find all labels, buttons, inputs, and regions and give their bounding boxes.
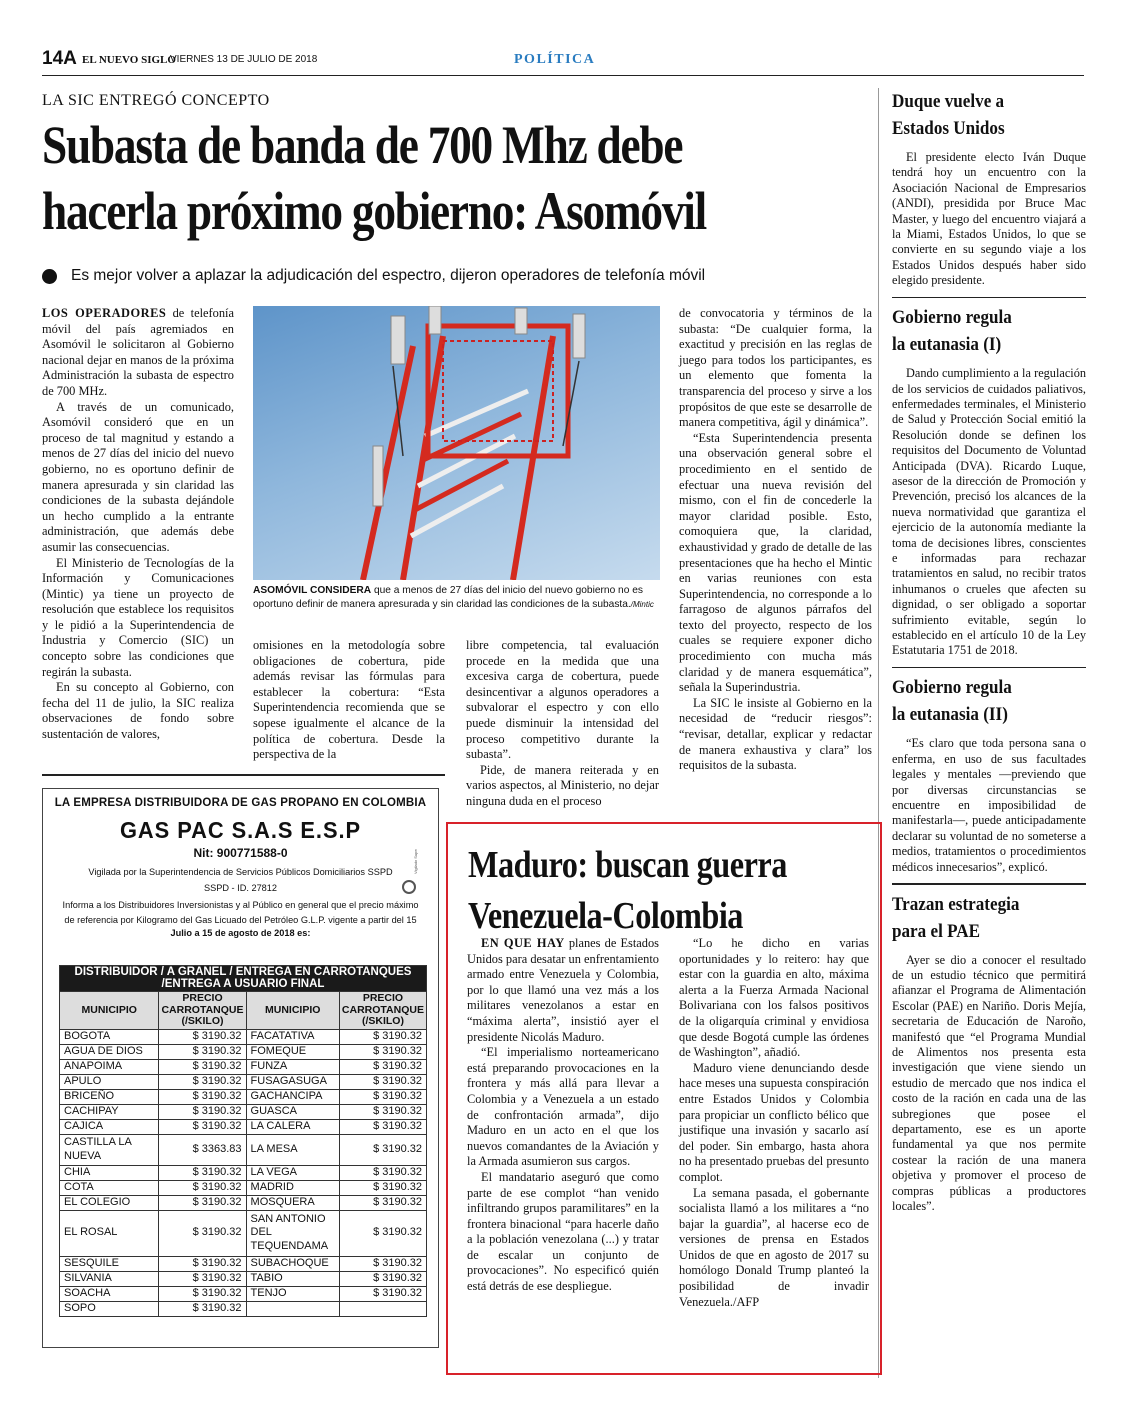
table-title-line: DISTRIBUIDOR / A GRANEL / ENTREGA EN CARROTANQUES <box>74 966 412 978</box>
municipio-cell: GACHANCIPA <box>246 1089 339 1104</box>
headline-line-2: Venezuela-Colombia <box>468 895 743 937</box>
price-cell: $ 3190.32 <box>159 1119 246 1134</box>
table-title-line: /ENTREGA A USUARIO FINAL <box>161 977 325 990</box>
municipio-cell: FOMEQUE <box>246 1044 339 1059</box>
price-cell: $ 3190.32 <box>159 1301 246 1316</box>
price-cell: $ 3363.83 <box>159 1134 246 1165</box>
brief-item <box>892 674 1086 875</box>
table-row <box>60 1119 427 1134</box>
brief-title-line: Gobierno regula <box>892 677 1012 699</box>
ad-notice: Informa a los Distribuidores Inversionistas y al Público en general que el precio máximo de referencia por Kilogramo del Gas Licuado del Petróleo G.L.P. vigente a partir del 15 <box>62 900 419 925</box>
table-row <box>60 1286 427 1301</box>
paragraph: omisiones en la metodología sobre obligaciones de cobertura, pide además revisar las fórmulas para establecer la cobertura: “Esta Superintendencia recomienda que se sopese igualmente el alcance de la política de cobertura. Desde la perspectiva de la <box>253 638 445 762</box>
maduro-column-2 <box>679 936 869 1310</box>
municipio-cell: BOGOTA <box>60 1029 159 1044</box>
article-column-2 <box>253 638 445 763</box>
divider <box>892 297 1086 299</box>
table-row <box>60 1210 427 1256</box>
column-header <box>159 992 246 1030</box>
paragraph: El Ministerio de Tecnologías de la Información y Comunicaciones (Mintic) ya tiene un proyecto de resolución que establece los requisitos y le pidió a la Superintendencia de Industria y Comercio (SIC) un concepto sobre las condiciones que regirán la subasta. <box>42 555 234 679</box>
brief-title-line: la eutanasia (I) <box>892 334 1002 356</box>
municipio-cell: FACATATIVA <box>246 1029 339 1044</box>
price-cell: $ 3190.32 <box>339 1195 426 1210</box>
paragraph: “Esta Superintendencia presenta una observación general sobre el procedimiento en el sentido de efectuar una nueva revisión del mismo, con el fin de concederle la mayor claridad posible. Esto, comoquiera que, la claridad, exhaustividad y grado de detalle de las presentaciones que ha hecho el Mintic en varias reuniones con esta Superintendencia, no corresponde a lo farragoso de algunos párrafos del texto del proyecto, respecto de los cuales se requiere exponer dicho procedimiento con mucha más claridad y de manera esquemática”, señala la Superindustria. <box>679 430 872 695</box>
table-row <box>60 1256 427 1271</box>
column-header: MUNICIPIO <box>60 992 159 1030</box>
table-row <box>60 1165 427 1180</box>
price-table-body <box>60 1029 427 1316</box>
municipio-cell: COTA <box>60 1180 159 1195</box>
brief-title-line: para el PAE <box>892 920 981 942</box>
article-kicker: LA SIC ENTREGÓ CONCEPTO <box>42 92 270 109</box>
paragraph: La semana pasada, el gobernante socialista llamó a los militares a “no bajar la guardia”, al hacerse eco de versiones de prensa en Estados Unidos de que en agosto de 2017 su homólogo Donald Trump planteó la posibilidad de invadir Venezuela./AFP <box>679 1185 869 1309</box>
ad-top-line: LA EMPRESA DISTRIBUIDORA DE GAS PROPANO EN COLOMBIA <box>54 797 427 809</box>
price-cell: $ 3190.32 <box>159 1104 246 1119</box>
price-cell: $ 3190.32 <box>159 1165 246 1180</box>
article-column-4 <box>679 306 872 774</box>
ad-nit: Nit: 900771588-0 <box>193 846 288 860</box>
paragraph: La SIC le insiste al Gobierno en la necesidad de “reducir riesgos”: “revisar, detallar, explicar y redactar de manera exhaustiva y clara” los requisitos de la subasta. <box>679 695 872 773</box>
price-cell: $ 3190.32 <box>339 1074 426 1089</box>
maduro-article-box <box>446 822 882 1375</box>
paragraph: libre competencia, tal evaluación procede en la medida que una excesiva carga de cobertura, puede desincentivar a algunos operadores a subvalorar el espectro y con ello puede disminuir la intensidad del proceso competitivo durante la subasta”. <box>466 638 659 762</box>
maduro-headline <box>468 840 787 942</box>
tower-photo <box>253 306 660 580</box>
price-cell: $ 3190.32 <box>339 1271 426 1286</box>
bullet-icon <box>42 269 57 284</box>
municipio-cell: EL COLEGIO <box>60 1195 159 1210</box>
paragraph: “El imperialismo norteamericano está preparando provocaciones en la frontera y más allá para llevar a Colombia y a Venezuela a un estado de confrontación armada”, dijo Maduro en un acto en el que los nuevos comandantes de la Aviación y la Armada asumieron sus cargos. <box>467 1045 659 1169</box>
price-cell: $ 3190.32 <box>339 1089 426 1104</box>
page-number: 14A <box>42 48 77 69</box>
newspaper-name: EL NUEVO SIGLO <box>82 54 176 66</box>
header-line: CARROTANQUE <box>161 1003 244 1016</box>
header-line: (/SKILO) <box>181 1015 224 1027</box>
brief-body: Dando cumplimiento a la regulación de los servicios de cuidados paliativos, enfermedades terminales, el Ministerio de Salud y Protección Social emitió la Resolución donde se definen los requisitos del Documento de Voluntad Anticipada (DVA). Ricardo Luque, asesor de la dirección de Promoción y Prevención, precisó los alcances de la nueva normatividad que garantiza el ejercicio de la autonomía mediante la toma de decisiones libres, conscientes e informadas para rechazar tratamientos en salud, no recibir tratos inhumanos o crueles que afecten su dignidad, o ser obligado a soportar sufrimiento evitable, según lo establecido en el artículo 10 de la Ley Estatutaria 1751 de 2018. <box>892 366 1086 658</box>
price-cell: $ 3190.32 <box>339 1029 426 1044</box>
municipio-cell: TABIO <box>246 1271 339 1286</box>
price-cell: $ 3190.32 <box>339 1286 426 1301</box>
table-row <box>60 1089 427 1104</box>
price-cell: $ 3190.32 <box>339 1119 426 1134</box>
price-cell: $ 3190.32 <box>159 1195 246 1210</box>
table-row <box>60 1195 427 1210</box>
column-header <box>339 992 426 1030</box>
page-header <box>42 48 1084 76</box>
municipio-cell: SILVANIA <box>60 1271 159 1286</box>
price-cell <box>339 1301 426 1316</box>
price-cell: $ 3190.32 <box>339 1134 426 1165</box>
brief-title-line: Gobierno regula <box>892 307 1012 329</box>
municipio-cell: SESQUILE <box>60 1256 159 1271</box>
brief-title <box>892 674 1067 728</box>
price-cell: $ 3190.32 <box>339 1165 426 1180</box>
headline-line-1: Maduro: buscan guerra <box>468 844 787 886</box>
price-cell: $ 3190.32 <box>339 1180 426 1195</box>
price-cell: $ 3190.32 <box>339 1059 426 1074</box>
brief-item <box>892 891 1086 1215</box>
ad-date-range: Julio a 15 de agosto de 2018 es: <box>170 928 311 938</box>
brief-body: “Es claro que toda persona sana o enferma, en uso de sus facultades legales y mentales —previendo que por diversas circunstancias se encuentre en imposibilidad de manifestarla—, puede anticipadamente declarar su voluntad de no someterse a medios, tratamientos o procedimientos médicos innecesarios”, explicó. <box>892 736 1086 874</box>
municipio-cell: SUBACHOQUE <box>246 1256 339 1271</box>
brief-item <box>892 304 1086 659</box>
price-cell: $ 3190.32 <box>159 1044 246 1059</box>
news-briefs-sidebar <box>892 88 1086 1214</box>
table-row <box>60 1029 427 1044</box>
table-row <box>60 1104 427 1119</box>
price-cell: $ 3190.32 <box>339 1104 426 1119</box>
gas-price-advertisement <box>42 788 439 1348</box>
headline-line-2: hacerla próximo gobierno: Asomóvil <box>42 181 706 241</box>
paragraph-text: planes de Estados Unidos para desatar un enfrentamiento armado entre Venezuela y Colombia, por lo que llamó una vez más a los militares venezolanos a estar en “máxima alerta”, insistió ayer el presidente Nicolás Maduro. <box>467 936 659 1044</box>
paragraph: de convocatoria y términos de la subasta: “De cualquier forma, la exactitud y precisión en las reglas de juego para todos los participantes, es un elemento que fomenta la transparencia del proceso y sirve a los propósitos de que este se desarrolle de manera competitiva, ágil y dinámica”. <box>679 306 872 430</box>
column-header: MUNICIPIO <box>246 992 339 1030</box>
header-line: PRECIO <box>182 992 223 1004</box>
headline-line-1: Subasta de banda de 700 Mhz debe <box>42 115 683 175</box>
lead-in: LOS OPERADORES <box>42 306 167 320</box>
article-headline <box>42 112 739 244</box>
municipio-cell: AGUA DE DIOS <box>60 1044 159 1059</box>
divider <box>42 774 445 776</box>
price-cell: $ 3190.32 <box>159 1271 246 1286</box>
article-column-1 <box>42 306 234 743</box>
subhead-text: Es mejor volver a aplazar la adjudicación del espectro, dijeron operadores de telefonía móvil <box>71 267 706 284</box>
divider <box>892 667 1086 669</box>
price-cell: $ 3190.32 <box>159 1256 246 1271</box>
brief-title <box>892 88 1067 142</box>
paragraph: El mandatario aseguró que como parte de ese complot “han venido infiltrando grupos paramilitares” en la frontera binacional “para hacerle daño a la población venezolana (...) y tratar de escalar un conjunto de provocaciones”. No especificó quién está detrás de ese despliegue. <box>467 1169 659 1294</box>
header-line: PRECIO <box>362 992 404 1004</box>
municipio-cell: CAJICA <box>60 1119 159 1134</box>
ad-vigilada: Vigilada por la Superintendencia de Servicios Públicos Domiciliarios SSPD <box>88 867 393 877</box>
photo-credit: /Mintic <box>630 599 654 609</box>
municipio-cell: LA MESA <box>246 1134 339 1165</box>
table-row <box>60 1074 427 1089</box>
brief-title <box>892 891 1067 945</box>
brief-title-line: Estados Unidos <box>892 118 1005 139</box>
municipio-cell: SOPO <box>60 1301 159 1316</box>
brief-title-line: la eutanasia (II) <box>892 704 1008 726</box>
photo-caption <box>253 584 660 611</box>
article-column-3 <box>466 638 659 810</box>
ad-sspd-id: SSPD - ID. 27812 <box>203 883 278 893</box>
price-cell: $ 3190.32 <box>159 1029 246 1044</box>
municipio-cell: MADRID <box>246 1180 339 1195</box>
svg-text:Vigilado Superservicios: Vigilado Superservicios <box>413 849 418 874</box>
municipio-cell: LA VEGA <box>246 1165 339 1180</box>
municipio-cell: CHIA <box>60 1165 159 1180</box>
article-subhead <box>42 267 705 285</box>
paragraph: “Lo he dicho en varias oportunidades y lo reitero: hay que estar con la guardia en alto, máxima alerta a la Fuerza Armada Nacional Bolivariana con los falsos positivos de la oligarquía criminal y envidiosa que desde Bogotá cumple las órdenes de Washington”, añadió. <box>679 936 869 1060</box>
municipio-cell: LA CALERA <box>246 1119 339 1134</box>
municipio-cell: ANAPOIMA <box>60 1059 159 1074</box>
caption-text: que a menos de 27 días del inicio del nuevo gobierno no es oportuno definir de manera apresurada y sin claridad las condiciones de la subasta. <box>253 585 643 610</box>
brief-body: Ayer se dio a conocer el resultado de un estudio técnico que permitirá afianzar el Programa de Alimentación Escolar (PAE) en Nariño. Doris Mejía, secretaria de Educación de Naroño, manifestó que “el Programa Mundial de Alimentos nos presenta esta investigación que viene siendo un estudio de mercado que nos indica el costo de la ración en cada una de las subregiones que posee el departamento, ese es un aporte fundamental ya que nos permite costear la ración de una manera objetiva y promover el proceso de compras públicas a productores locales”. <box>892 952 1086 1214</box>
paragraph <box>42 306 234 400</box>
section-label: POLÍTICA <box>514 52 596 67</box>
price-cell: $ 3190.32 <box>339 1256 426 1271</box>
brief-title-line: Duque vuelve a <box>892 91 1005 112</box>
lead-in: EN QUE HAY <box>481 936 565 950</box>
header-line: CARROTANQUE <box>341 1003 424 1016</box>
brief-body: El presidente electo Iván Duque tendrá hoy un encuentro con la Asociación Nacional de Empresarios (ANDI), presidida por Bruce Mac Master, y luego del encuentro viajará a la Miami, Estados Unidos, lo que se convierte en su segundo viaje a los Estados Unidos después haber sido elegido presidente. <box>892 150 1086 288</box>
municipio-cell: FUNZA <box>246 1059 339 1074</box>
municipio-cell: CACHIPAY <box>60 1104 159 1119</box>
municipio-cell <box>246 1301 339 1316</box>
municipio-cell: FUSAGASUGA <box>246 1074 339 1089</box>
table-row <box>60 1059 427 1074</box>
price-table <box>59 965 427 1317</box>
telecom-tower-illustration <box>253 306 660 580</box>
price-cell: $ 3190.32 <box>339 1044 426 1059</box>
price-cell: $ 3190.32 <box>159 1210 246 1256</box>
price-cell: $ 3190.32 <box>339 1210 426 1256</box>
table-row <box>60 1044 427 1059</box>
price-cell: $ 3190.32 <box>159 1180 246 1195</box>
paragraph: A través de un comunicado, Asomóvil consideró que en un proceso de tal magnitud y estando a menos de 27 días del inicio del nuevo gobierno, no es oportuno definir de manera apresurada y sin claridad las condiciones de la subasta dejándole un hecho cumplido a la entrante administración, que además debe asumir las consecuencias. <box>42 399 234 554</box>
price-cell: $ 3190.32 <box>159 1059 246 1074</box>
municipio-cell: SAN ANTONIO DEL TEQUENDAMA <box>246 1210 339 1256</box>
issue-date: VIERNES 13 DE JULIO DE 2018 <box>170 54 318 65</box>
municipio-cell: TENJO <box>246 1286 339 1301</box>
table-row <box>60 1134 427 1165</box>
table-title <box>60 966 427 992</box>
price-cell: $ 3190.32 <box>159 1089 246 1104</box>
divider <box>892 883 1086 885</box>
price-cell: $ 3190.32 <box>159 1074 246 1089</box>
municipio-cell: EL ROSAL <box>60 1210 159 1256</box>
municipio-cell: CASTILLA LA NUEVA <box>60 1134 159 1165</box>
brief-item <box>892 88 1086 289</box>
paragraph: Pide, de manera reiterada y en varios aspectos, al Ministerio, no dejar ninguna duda en el proceso <box>466 762 659 808</box>
table-row <box>60 1180 427 1195</box>
caption-lead: ASOMÓVIL CONSIDERA <box>253 585 372 596</box>
municipio-cell: GUASCA <box>246 1104 339 1119</box>
municipio-cell: SOACHA <box>60 1286 159 1301</box>
paragraph-text: de telefonía móvil del país agremiados en Asomóvil le solicitaron al Gobierno nacional dejar en manos de la próxima Administración la subasta de espectro de 700 MHz. <box>42 306 234 398</box>
municipio-cell: APULO <box>60 1074 159 1089</box>
ad-company-name: GAS PAC S.A.S E.S.P <box>119 817 362 843</box>
brief-title-line: Trazan estrategia <box>892 893 1020 915</box>
header-line: (/SKILO) <box>361 1015 404 1027</box>
table-row <box>60 1301 427 1316</box>
paragraph: En su concepto al Gobierno, con fecha del 11 de julio, la SIC realiza observaciones de fondo sobre sustentación de valores, <box>42 680 234 742</box>
municipio-cell: BRICEÑO <box>60 1089 159 1104</box>
paragraph: Maduro viene denunciando desde hace meses una supuesta conspiración entre Estados Unidos y Colombia para propiciar un conflicto bélico que justifique una invasión y sacarlo así del poder. Sin embargo, hasta ahora no ha presentado pruebas del presunto complot. <box>679 1060 869 1184</box>
municipio-cell: MOSQUERA <box>246 1195 339 1210</box>
price-cell: $ 3190.32 <box>159 1286 246 1301</box>
table-row <box>60 1271 427 1286</box>
maduro-column-1 <box>467 936 659 1295</box>
paragraph <box>467 936 659 1045</box>
superservicios-logo-icon <box>400 849 418 895</box>
brief-title <box>892 304 1067 358</box>
